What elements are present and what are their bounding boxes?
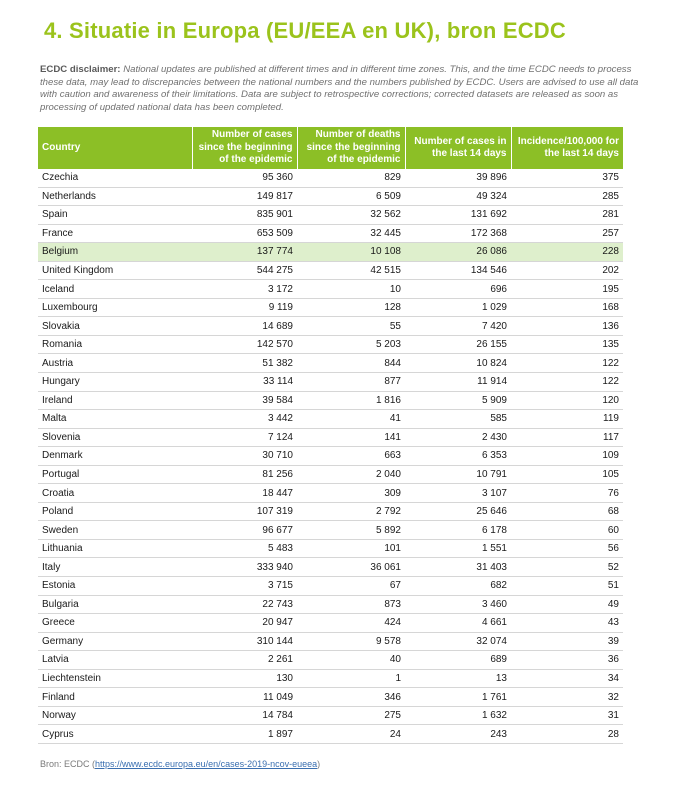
total-deaths-cell: 101	[297, 539, 405, 558]
table-row	[38, 280, 623, 299]
total-cases-cell: 107 319	[192, 502, 297, 521]
total-cases-cell: 653 509	[192, 224, 297, 243]
total-cases-cell: 51 382	[192, 354, 297, 373]
header-total-deaths: Number of deaths since the beginning of the epidemic	[297, 127, 405, 169]
total-cases-cell: 22 743	[192, 595, 297, 614]
total-cases-cell: 18 447	[192, 484, 297, 503]
total-cases-cell: 7 124	[192, 428, 297, 447]
total-deaths-cell: 829	[297, 169, 405, 187]
country-cell: Spain	[38, 206, 192, 225]
country-cell: Italy	[38, 558, 192, 577]
total-deaths-cell: 877	[297, 373, 405, 392]
total-cases-cell: 5 483	[192, 539, 297, 558]
total-cases-cell: 142 570	[192, 335, 297, 354]
cases-14-days-cell: 4 661	[405, 614, 511, 633]
incidence-cell: 135	[511, 335, 623, 354]
total-deaths-cell: 9 578	[297, 632, 405, 651]
incidence-cell: 36	[511, 651, 623, 670]
table-row	[38, 484, 623, 503]
total-deaths-cell: 424	[297, 614, 405, 633]
total-deaths-cell: 40	[297, 651, 405, 670]
total-cases-cell: 130	[192, 669, 297, 688]
source-link[interactable]: https://www.ecdc.europa.eu/en/cases-2019-ncov-eueea	[95, 759, 318, 769]
country-cell: Netherlands	[38, 187, 192, 206]
cases-14-days-cell: 7 420	[405, 317, 511, 336]
header-incidence: Incidence/100,000 for the last 14 days	[511, 127, 623, 169]
country-cell: Slovenia	[38, 428, 192, 447]
cases-14-days-cell: 696	[405, 280, 511, 299]
incidence-cell: 51	[511, 577, 623, 596]
total-deaths-cell: 24	[297, 725, 405, 744]
source-prefix: Bron: ECDC (	[40, 759, 96, 769]
europe-situation-table	[38, 127, 623, 744]
total-cases-cell: 95 360	[192, 169, 297, 187]
table-row	[38, 688, 623, 707]
country-cell: Hungary	[38, 373, 192, 392]
incidence-cell: 375	[511, 169, 623, 187]
header-country: Country	[38, 127, 192, 169]
incidence-cell: 56	[511, 539, 623, 558]
total-cases-cell: 2 261	[192, 651, 297, 670]
table-row	[38, 187, 623, 206]
cases-14-days-cell: 1 029	[405, 298, 511, 317]
table-row	[38, 502, 623, 521]
incidence-cell: 228	[511, 243, 623, 262]
country-cell: Romania	[38, 335, 192, 354]
incidence-cell: 34	[511, 669, 623, 688]
table-row	[38, 391, 623, 410]
country-cell: Belgium	[38, 243, 192, 262]
table-body	[38, 169, 623, 743]
incidence-cell: 202	[511, 261, 623, 280]
cases-14-days-cell: 5 909	[405, 391, 511, 410]
country-cell: Liechtenstein	[38, 669, 192, 688]
cases-14-days-cell: 10 824	[405, 354, 511, 373]
header-total-cases: Number of cases since the beginning of the epidemic	[192, 127, 297, 169]
country-cell: Czechia	[38, 169, 192, 187]
total-cases-cell: 3 715	[192, 577, 297, 596]
cases-14-days-cell: 25 646	[405, 502, 511, 521]
total-cases-cell: 3 442	[192, 410, 297, 429]
incidence-cell: 122	[511, 354, 623, 373]
total-cases-cell: 9 119	[192, 298, 297, 317]
incidence-cell: 168	[511, 298, 623, 317]
table-row	[38, 410, 623, 429]
incidence-cell: 109	[511, 447, 623, 466]
country-cell: Luxembourg	[38, 298, 192, 317]
total-deaths-cell: 10 108	[297, 243, 405, 262]
country-cell: France	[38, 224, 192, 243]
table-row	[38, 447, 623, 466]
table-row	[38, 577, 623, 596]
cases-14-days-cell: 243	[405, 725, 511, 744]
total-deaths-cell: 873	[297, 595, 405, 614]
table-row	[38, 669, 623, 688]
table-row	[38, 206, 623, 225]
incidence-cell: 52	[511, 558, 623, 577]
country-cell: Greece	[38, 614, 192, 633]
country-cell: Malta	[38, 410, 192, 429]
incidence-cell: 120	[511, 391, 623, 410]
cases-14-days-cell: 10 791	[405, 465, 511, 484]
cases-14-days-cell: 13	[405, 669, 511, 688]
country-cell: Croatia	[38, 484, 192, 503]
table-row	[38, 169, 623, 187]
cases-14-days-cell: 2 430	[405, 428, 511, 447]
incidence-cell: 285	[511, 187, 623, 206]
incidence-cell: 32	[511, 688, 623, 707]
cases-14-days-cell: 26 155	[405, 335, 511, 354]
incidence-cell: 76	[511, 484, 623, 503]
total-deaths-cell: 67	[297, 577, 405, 596]
total-deaths-cell: 346	[297, 688, 405, 707]
cases-14-days-cell: 3 460	[405, 595, 511, 614]
total-deaths-cell: 2 040	[297, 465, 405, 484]
cases-14-days-cell: 31 403	[405, 558, 511, 577]
cases-14-days-cell: 585	[405, 410, 511, 429]
total-cases-cell: 39 584	[192, 391, 297, 410]
table-header-row	[38, 127, 623, 169]
table-row	[38, 558, 623, 577]
incidence-cell: 105	[511, 465, 623, 484]
country-cell: Poland	[38, 502, 192, 521]
table-row	[38, 354, 623, 373]
country-cell: Latvia	[38, 651, 192, 670]
ecdc-disclaimer	[40, 64, 640, 114]
table-row	[38, 373, 623, 392]
total-cases-cell: 333 940	[192, 558, 297, 577]
cases-14-days-cell: 134 546	[405, 261, 511, 280]
cases-14-days-cell: 6 353	[405, 447, 511, 466]
table-row	[38, 521, 623, 540]
cases-14-days-cell: 172 368	[405, 224, 511, 243]
table-row	[38, 335, 623, 354]
total-deaths-cell: 32 562	[297, 206, 405, 225]
total-deaths-cell: 5 892	[297, 521, 405, 540]
cases-14-days-cell: 3 107	[405, 484, 511, 503]
total-cases-cell: 14 689	[192, 317, 297, 336]
total-cases-cell: 11 049	[192, 688, 297, 707]
country-cell: Bulgaria	[38, 595, 192, 614]
cases-14-days-cell: 26 086	[405, 243, 511, 262]
total-cases-cell: 96 677	[192, 521, 297, 540]
country-cell: Norway	[38, 706, 192, 725]
country-cell: Ireland	[38, 391, 192, 410]
incidence-cell: 136	[511, 317, 623, 336]
cases-14-days-cell: 6 178	[405, 521, 511, 540]
country-cell: Lithuania	[38, 539, 192, 558]
country-cell: Finland	[38, 688, 192, 707]
table-row	[38, 595, 623, 614]
incidence-cell: 117	[511, 428, 623, 447]
total-cases-cell: 81 256	[192, 465, 297, 484]
total-cases-cell: 310 144	[192, 632, 297, 651]
cases-14-days-cell: 1 551	[405, 539, 511, 558]
table-row	[38, 465, 623, 484]
table-row	[38, 725, 623, 744]
table-row	[38, 539, 623, 558]
total-deaths-cell: 5 203	[297, 335, 405, 354]
cases-14-days-cell: 131 692	[405, 206, 511, 225]
total-cases-cell: 1 897	[192, 725, 297, 744]
cases-14-days-cell: 1 632	[405, 706, 511, 725]
header-cases-14-days: Number of cases in the last 14 days	[405, 127, 511, 169]
total-cases-cell: 20 947	[192, 614, 297, 633]
country-cell: Slovakia	[38, 317, 192, 336]
incidence-cell: 28	[511, 725, 623, 744]
table-row	[38, 428, 623, 447]
country-cell: Cyprus	[38, 725, 192, 744]
cases-14-days-cell: 682	[405, 577, 511, 596]
total-deaths-cell: 309	[297, 484, 405, 503]
total-deaths-cell: 41	[297, 410, 405, 429]
cases-14-days-cell: 11 914	[405, 373, 511, 392]
incidence-cell: 195	[511, 280, 623, 299]
total-cases-cell: 544 275	[192, 261, 297, 280]
total-deaths-cell: 32 445	[297, 224, 405, 243]
table-row	[38, 243, 623, 262]
table-row	[38, 224, 623, 243]
country-cell: Iceland	[38, 280, 192, 299]
total-deaths-cell: 10	[297, 280, 405, 299]
total-deaths-cell: 6 509	[297, 187, 405, 206]
table-row	[38, 651, 623, 670]
incidence-cell: 122	[511, 373, 623, 392]
incidence-cell: 257	[511, 224, 623, 243]
total-deaths-cell: 275	[297, 706, 405, 725]
disclaimer-text: National updates are published at different times and in different time zones. This, and the time ECDC needs to process these data, may lead to discrepancies between the national numbers and the numbers published by ECDC. Users are advised to use all data with caution and awareness of their limitations. Data are subject to retrospective corrections; corrected datasets are released as soon as processing of updated national data has been completed.	[40, 64, 639, 113]
incidence-cell: 281	[511, 206, 623, 225]
total-cases-cell: 30 710	[192, 447, 297, 466]
total-deaths-cell: 1 816	[297, 391, 405, 410]
total-deaths-cell: 55	[297, 317, 405, 336]
cases-14-days-cell: 32 074	[405, 632, 511, 651]
table-row	[38, 706, 623, 725]
table-row	[38, 614, 623, 633]
incidence-cell: 43	[511, 614, 623, 633]
incidence-cell: 68	[511, 502, 623, 521]
total-cases-cell: 137 774	[192, 243, 297, 262]
total-deaths-cell: 1	[297, 669, 405, 688]
page-title: 4. Situatie in Europa (EU/EEA en UK), bron ECDC	[44, 18, 566, 43]
disclaimer-label: ECDC disclaimer:	[40, 64, 121, 75]
cases-14-days-cell: 689	[405, 651, 511, 670]
source-note	[40, 759, 320, 769]
country-cell: Estonia	[38, 577, 192, 596]
cases-14-days-cell: 1 761	[405, 688, 511, 707]
total-cases-cell: 835 901	[192, 206, 297, 225]
country-cell: Portugal	[38, 465, 192, 484]
total-cases-cell: 3 172	[192, 280, 297, 299]
total-deaths-cell: 663	[297, 447, 405, 466]
table-row	[38, 261, 623, 280]
total-deaths-cell: 2 792	[297, 502, 405, 521]
total-cases-cell: 14 784	[192, 706, 297, 725]
cases-14-days-cell: 49 324	[405, 187, 511, 206]
cases-14-days-cell: 39 896	[405, 169, 511, 187]
total-cases-cell: 149 817	[192, 187, 297, 206]
table-row	[38, 298, 623, 317]
incidence-cell: 49	[511, 595, 623, 614]
incidence-cell: 60	[511, 521, 623, 540]
incidence-cell: 31	[511, 706, 623, 725]
total-deaths-cell: 36 061	[297, 558, 405, 577]
total-deaths-cell: 141	[297, 428, 405, 447]
table-row	[38, 317, 623, 336]
total-cases-cell: 33 114	[192, 373, 297, 392]
country-cell: Denmark	[38, 447, 192, 466]
incidence-cell: 39	[511, 632, 623, 651]
country-cell: United Kingdom	[38, 261, 192, 280]
table-row	[38, 632, 623, 651]
total-deaths-cell: 128	[297, 298, 405, 317]
country-cell: Sweden	[38, 521, 192, 540]
source-suffix: )	[317, 759, 321, 769]
country-cell: Germany	[38, 632, 192, 651]
country-cell: Austria	[38, 354, 192, 373]
total-deaths-cell: 42 515	[297, 261, 405, 280]
incidence-cell: 119	[511, 410, 623, 429]
total-deaths-cell: 844	[297, 354, 405, 373]
